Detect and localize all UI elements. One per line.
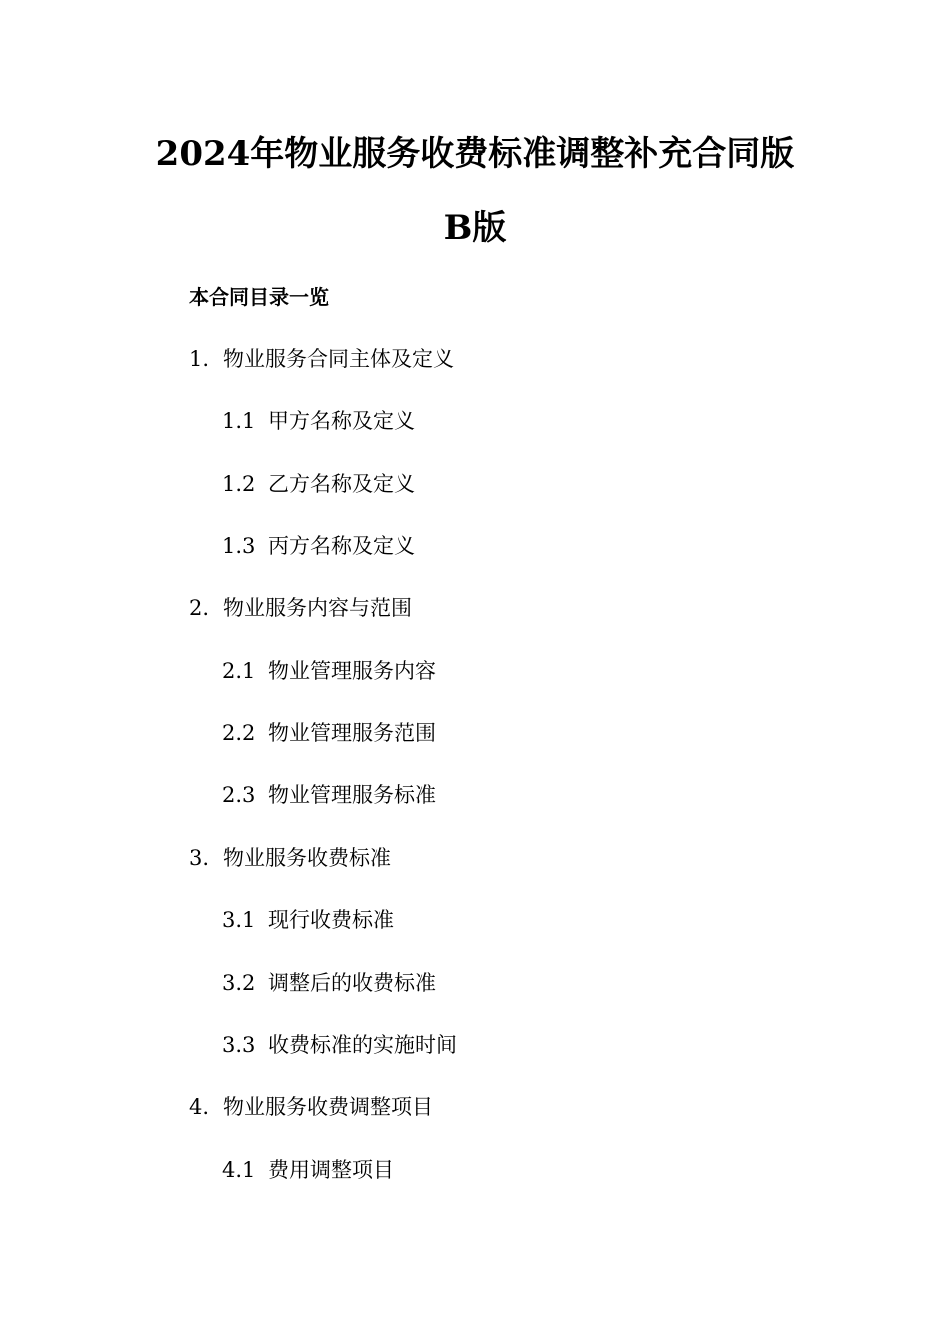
toc-item-number: 2.1: [222, 659, 256, 683]
toc-item-number: 3.: [189, 846, 210, 870]
toc-item-3-2: [222, 970, 436, 996]
toc-item-4: [189, 1094, 433, 1120]
toc-item-3: [189, 845, 391, 871]
toc-item-number: 3.2: [222, 971, 256, 995]
toc-item-number: 3.3: [222, 1033, 256, 1057]
toc-heading: 本合同目录一览: [189, 285, 329, 309]
toc-item-text: 乙方名称及定义: [268, 472, 415, 496]
toc-item-text: 物业管理服务内容: [268, 659, 436, 683]
toc-item-4-1: [222, 1157, 394, 1183]
toc-item-text: 物业服务收费标准: [223, 846, 391, 870]
toc-item-number: 1.3: [222, 534, 256, 558]
toc-item-2-3: [222, 782, 436, 808]
toc-item-2: [189, 595, 412, 621]
toc-item-3-3: [222, 1032, 457, 1058]
toc-item-text: 物业管理服务范围: [268, 721, 436, 745]
toc-item-3-1: [222, 907, 394, 933]
toc-item-text: 调整后的收费标准: [268, 971, 436, 995]
document-title-line-1: 2024年物业服务收费标准调整补充合同版: [155, 134, 795, 174]
toc-item-1-1: [222, 408, 415, 434]
toc-item-number: 2.: [189, 596, 210, 620]
toc-item-number: 1.: [189, 347, 210, 371]
toc-item-1-3: [222, 533, 415, 559]
toc-item-number: 3.1: [222, 908, 256, 932]
toc-item-text: 费用调整项目: [268, 1158, 394, 1182]
toc-item-number: 2.2: [222, 721, 256, 745]
toc-item-text: 物业服务合同主体及定义: [223, 347, 454, 371]
toc-item-2-2: [222, 720, 436, 746]
toc-item-number: 2.3: [222, 783, 256, 807]
toc-item-2-1: [222, 658, 436, 684]
toc-item-text: 物业管理服务标准: [268, 783, 436, 807]
toc-item-1-2: [222, 471, 415, 497]
toc-item-text: 甲方名称及定义: [268, 409, 415, 433]
toc-item-text: 物业服务内容与范围: [223, 596, 412, 620]
toc-item-text: 现行收费标准: [268, 908, 394, 932]
toc-item-1: [189, 346, 454, 372]
toc-item-number: 4.1: [222, 1158, 256, 1182]
toc-item-text: 收费标准的实施时间: [268, 1033, 457, 1057]
toc-item-number: 1.1: [222, 409, 256, 433]
document-title-line-2: B版: [443, 208, 507, 248]
toc-item-number: 4.: [189, 1095, 210, 1119]
toc-item-text: 丙方名称及定义: [268, 534, 415, 558]
toc-item-text: 物业服务收费调整项目: [223, 1095, 433, 1119]
toc-item-number: 1.2: [222, 472, 256, 496]
